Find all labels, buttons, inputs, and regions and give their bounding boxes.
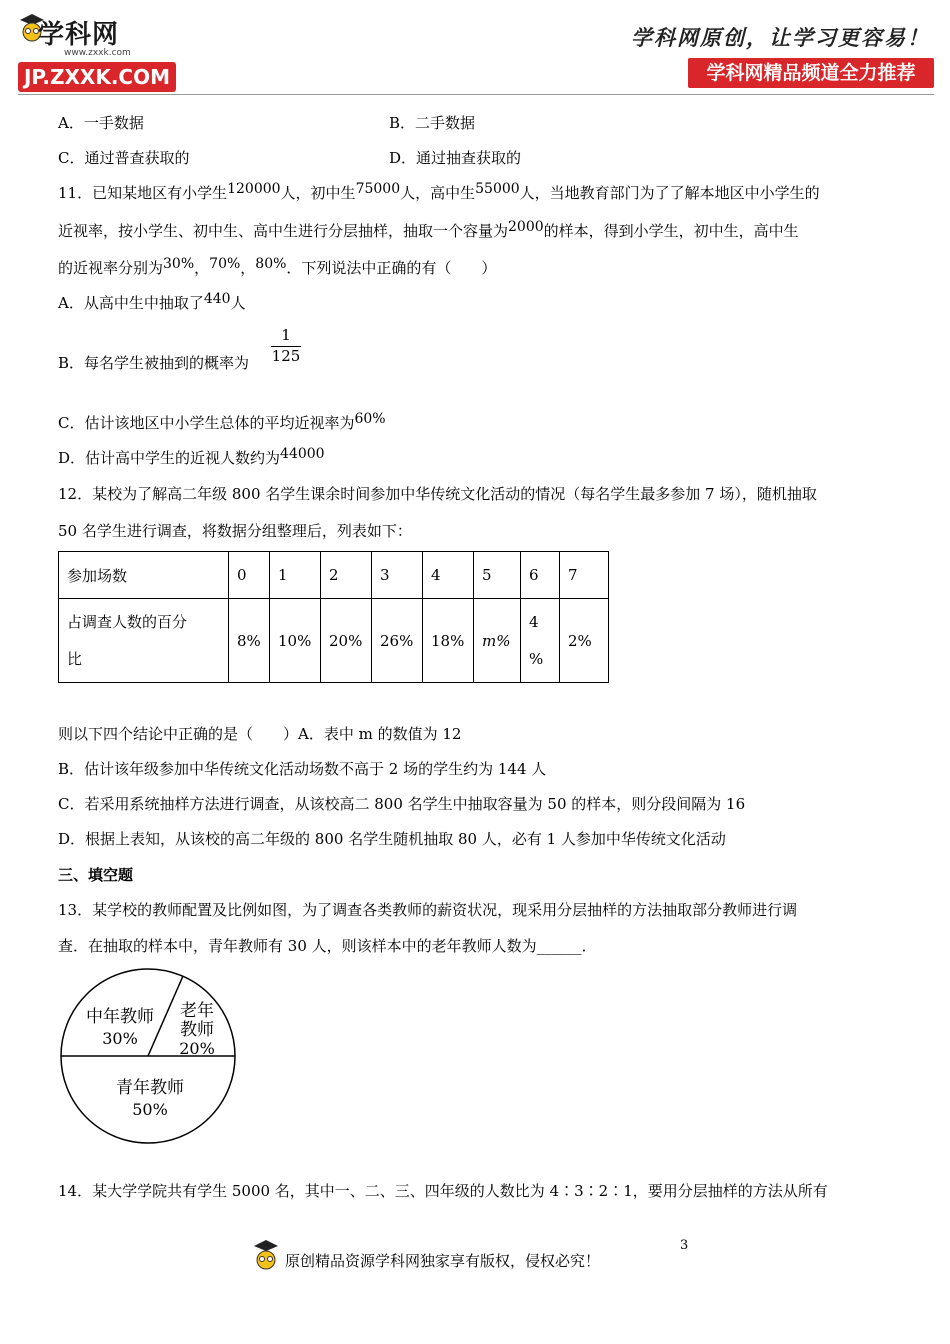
q11-option-a: A．从高中生中抽取了440人	[58, 291, 246, 312]
table-cell: 0	[229, 552, 270, 599]
header-divider	[18, 94, 934, 95]
logo-url: www.zxxk.com	[64, 48, 131, 58]
q10-option-d: D．通过抽查获取的	[389, 149, 522, 167]
table-cell: 18%	[423, 599, 474, 683]
pie-label-old-1: 老年	[180, 1001, 214, 1021]
logo-banner: JP.ZXXK.COM	[18, 62, 176, 92]
q12-table	[58, 551, 609, 683]
q11-fraction	[271, 326, 301, 365]
table-cell: 4 %	[521, 599, 560, 683]
q10-option-b: B．二手数据	[389, 114, 476, 132]
fraction-denominator: 125	[271, 347, 301, 365]
q12-line-2: 50 名学生进行调查，将数据分组整理后，列表如下：	[58, 522, 412, 540]
pie-label-middle: 中年教师	[86, 1007, 154, 1027]
header-slogan: 学科网原创，让学习更容易！	[631, 25, 930, 50]
q11-line-1: 11．已知某地区有小学生120000人，初中生75000人，高中生55000人，当地教育部门为了了解本地区中小学生的	[58, 181, 820, 202]
table-cell: 20%	[321, 599, 372, 683]
pie-label-old-2: 教师	[180, 1020, 214, 1040]
table-cell: 10%	[270, 599, 321, 683]
q10-option-a: A．一手数据	[58, 114, 144, 132]
pie-pct-old: 20%	[179, 1039, 215, 1058]
q11-option-d: D．估计高中学生的近视人数约为44000	[58, 446, 325, 467]
table-cell: 4	[423, 552, 474, 599]
q10-option-c: C．通过普查获取的	[58, 149, 190, 167]
q11-line-3: 的近视率分别为30%，70%，80%．下列说法中正确的有（ ）	[58, 256, 497, 277]
table-cell: 7	[560, 552, 609, 599]
table-cell: 3	[372, 552, 423, 599]
fraction-numerator: 1	[281, 326, 291, 344]
logo-text: 学科网	[38, 20, 120, 50]
section-title: 三、填空题	[58, 866, 134, 884]
pie-label-young: 青年教师	[116, 1078, 184, 1098]
table-cell: 5	[474, 552, 521, 599]
table-cell: 8%	[229, 599, 270, 683]
q12-line-1: 12．某校为了解高二年级 800 名学生课余时间参加中华传统文化活动的情况（每名学生最多参加 7 场），随机抽取	[58, 485, 817, 503]
table-cell: 6	[521, 552, 560, 599]
footer-copyright: 原创精品资源学科网独家享有版权，侵权必究！	[285, 1252, 601, 1270]
table-row	[59, 552, 609, 599]
table-cell: m%	[474, 599, 521, 683]
table-cell: 2	[321, 552, 372, 599]
q13-line-2: 查．在抽取的样本中，青年教师有 30 人，则该样本中的老年教师人数为______．	[58, 937, 597, 955]
pie-pct-middle: 30%	[102, 1029, 138, 1048]
logo	[18, 10, 178, 98]
q12-option-d: D．根据上表知，从该校的高二年级的 800 名学生随机抽取 80 人，必有 1 人参加中华传统文化活动	[58, 830, 726, 848]
pie-pct-young: 50%	[132, 1100, 168, 1119]
table-cell: 26%	[372, 599, 423, 683]
q14-line-1: 14．某大学学院共有学生 5000 名，其中一、二、三、四年级的人数比为 4∶3∶2∶1，要用分层抽样的方法从所有	[58, 1182, 828, 1200]
recommend-banner: 学科网精品频道全力推荐	[688, 58, 934, 88]
table-header-cell: 参加场数	[59, 552, 229, 599]
q13-line-1: 13．某学校的教师配置及比例如图，为了调查各类教师的薪资状况，现采用分层抽样的方法抽取部分教师进行调	[58, 901, 798, 919]
table-cell: 1	[270, 552, 321, 599]
q12-option-b: B．估计该年级参加中华传统文化活动场数不高于 2 场的学生约为 144 人	[58, 760, 547, 778]
q11-option-c: C．估计该地区中小学生总体的平均近视率为60%	[58, 411, 386, 432]
table-header-cell: 占调查人数的百分 比	[59, 599, 229, 683]
q12-option-c: C．若采用系统抽样方法进行调查，从该校高二 800 名学生中抽取容量为 50 的样本，则分段间隔为 16	[58, 795, 746, 813]
q12-option-a: 则以下四个结论中正确的是（ ）A．表中 m 的数值为 12	[58, 725, 462, 743]
table-cell: 2%	[560, 599, 609, 683]
mascot-icon	[252, 1238, 280, 1274]
table-row	[59, 599, 609, 683]
teacher-pie-chart	[58, 968, 243, 1148]
q11-line-2: 近视率，按小学生、初中生、高中生进行分层抽样，抽取一个容量为2000的样本，得到小学生，初中生，高中生	[58, 219, 799, 240]
q11-option-b: B．每名学生被抽到的概率为	[58, 354, 250, 372]
page-number: 3	[680, 1238, 689, 1253]
